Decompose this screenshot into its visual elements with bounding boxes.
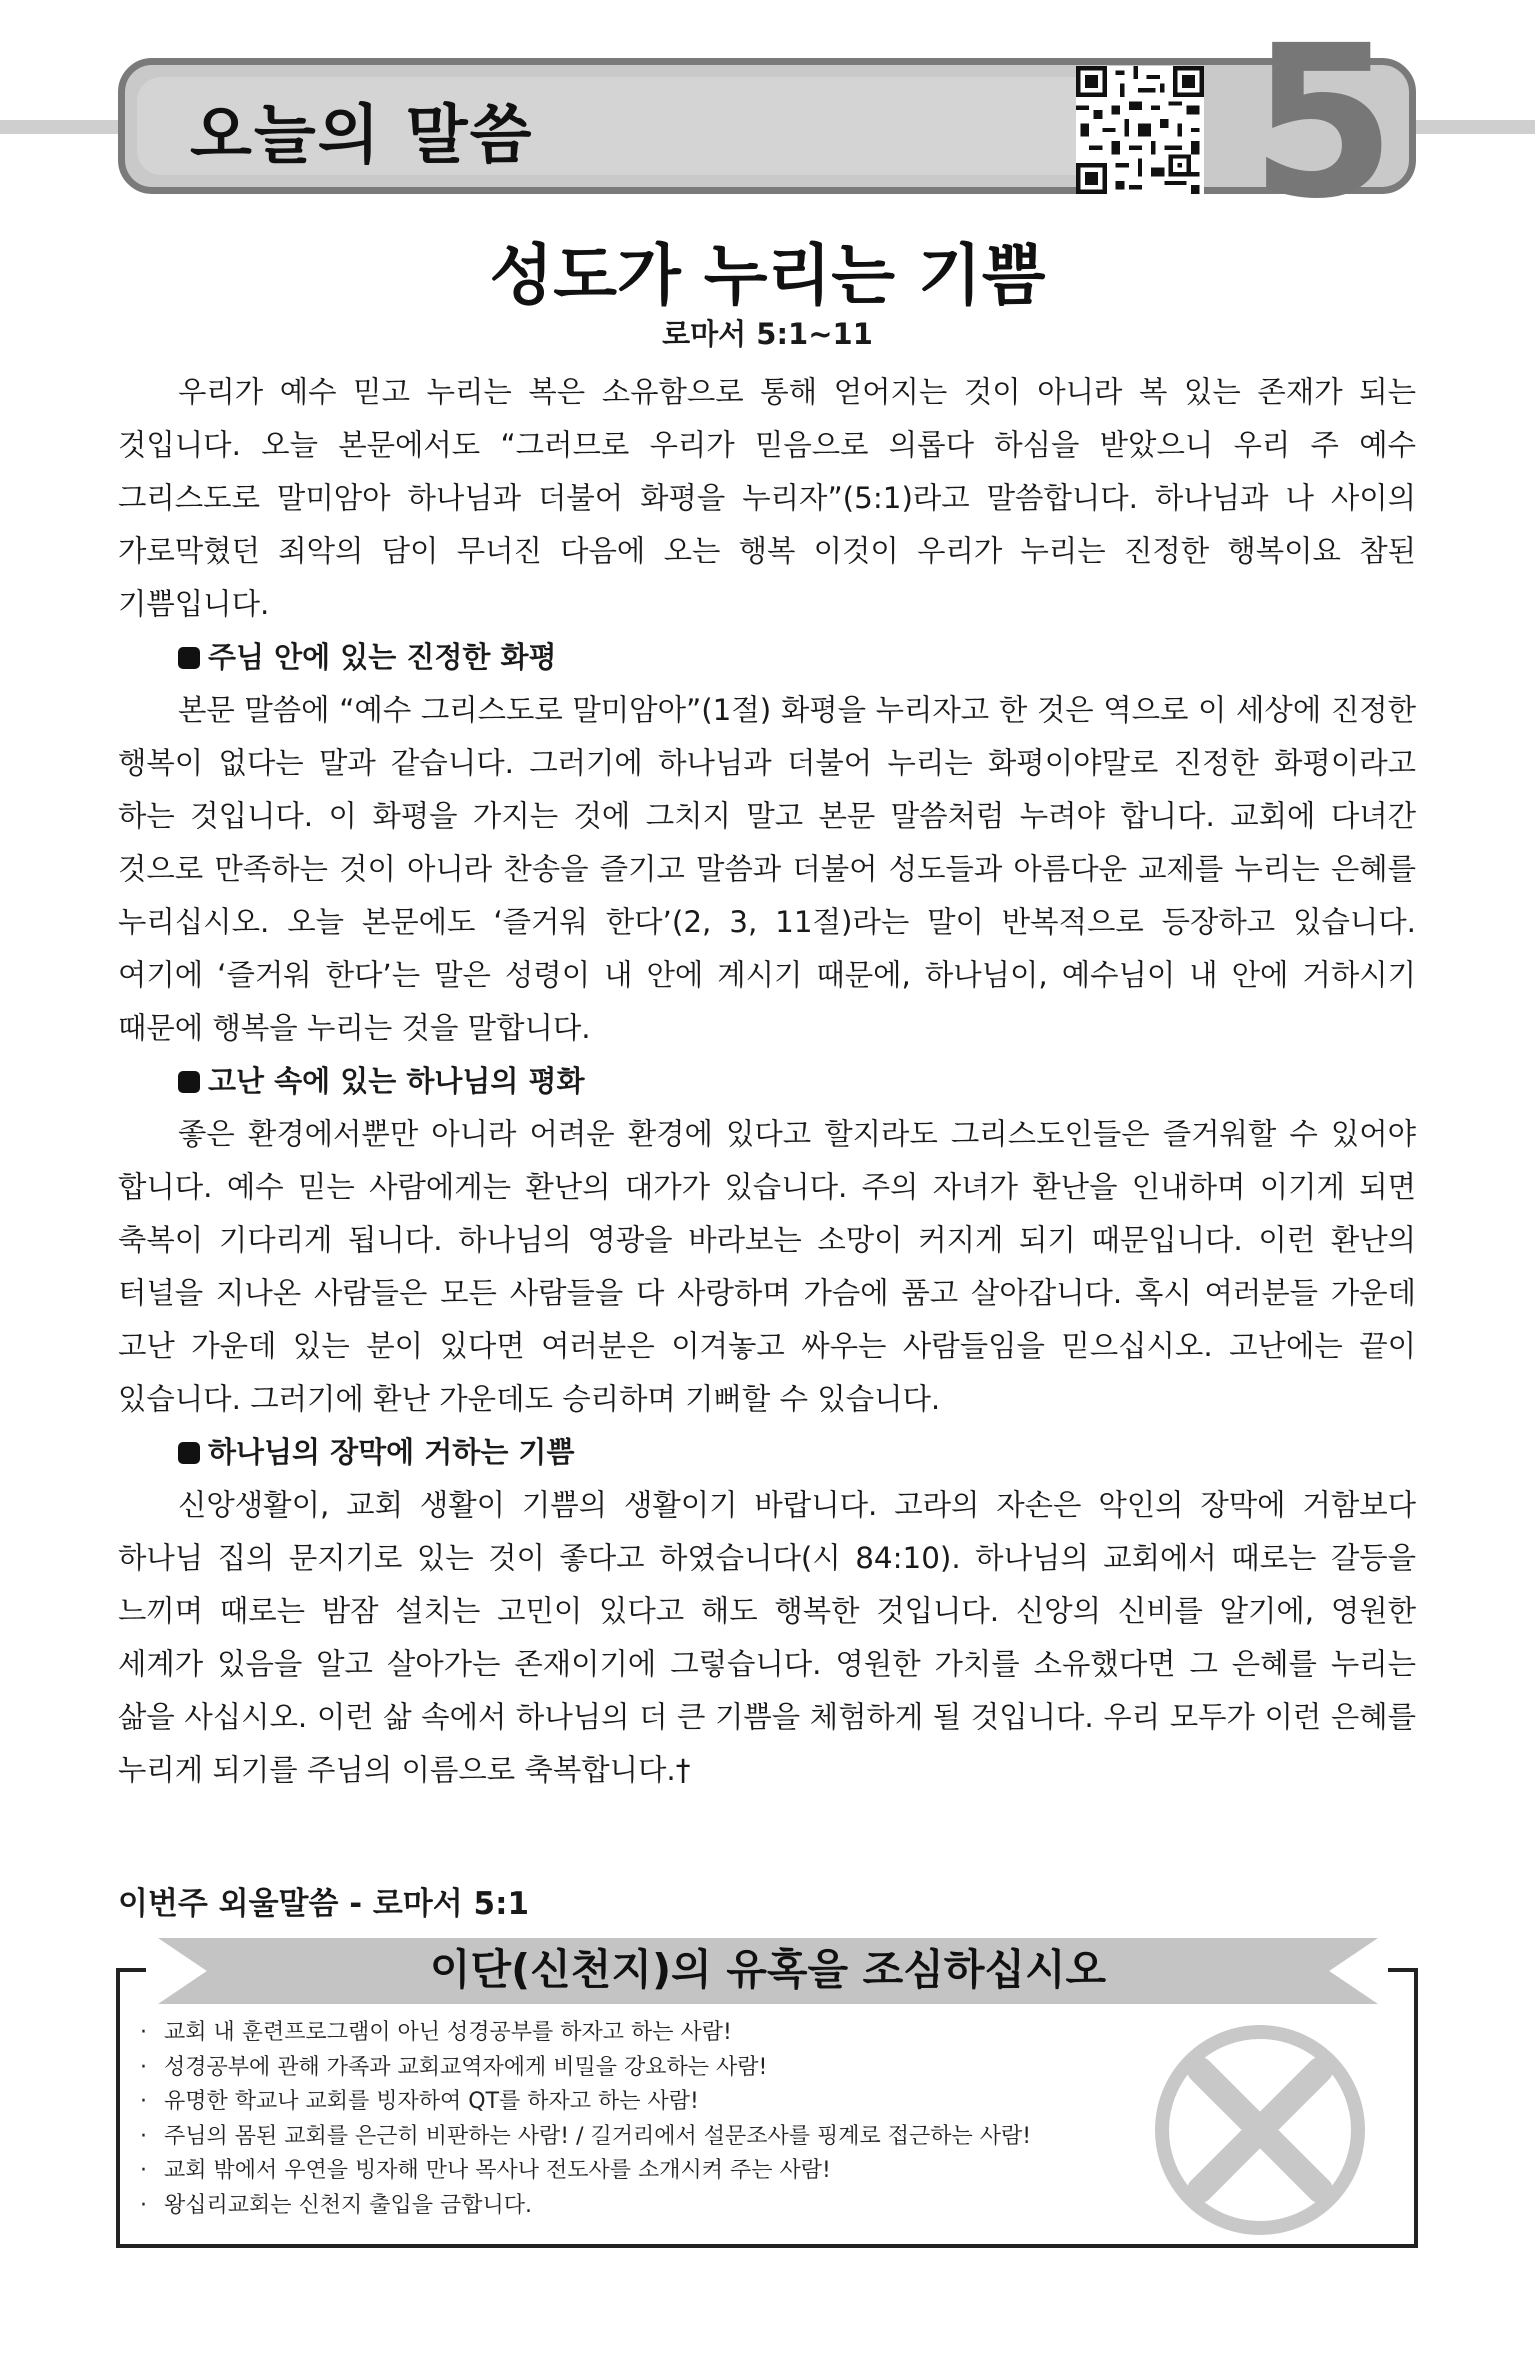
warning-list [140, 2016, 1031, 2223]
sermon-body [118, 366, 1416, 1797]
square-bullet-icon [178, 1071, 200, 1093]
section-title: 오늘의 말씀 [190, 99, 534, 173]
sermon-title: 성도가 누리는 기쁨 [489, 237, 1046, 314]
prohibited-x-icon [1150, 2020, 1370, 2240]
warning-title: 이단(신천지)의 유혹을 조심하십시오 [429, 1945, 1107, 1994]
list-item: · 교회 내 훈련프로그램이 아닌 성경공부를 하자고 하는 사람! [140, 2016, 1031, 2051]
section-paragraph: 신앙생활이, 교회 생활이 기쁨의 생활이기 바랍니다. 고라의 자손은 악인의 장막에 거함보다 하나님 집의 문지기로 있는 것이 좋다고 하였습니다(시 84:10). 하나님의 교회에서 때로는 갈등을 느끼며 때로는 밤잠 설치는 고민이 있다고 해도 행복한 것입니다. 신앙의 신비를 알기에, 영원한 세계가 있음을 알고 살아가는 존재이기에 그렇습니다. 영원한 가치를 소유했다면 그 은혜를 누리는 삶을 사십시오. 이런 삶 속에서 하나님의 더 큰 기쁨을 체험하게 될 것입니다. 우리 모두가 이런 은혜를 누리게 되기를 주님의 이름으로 축복합니다.† [118, 1488, 1416, 1787]
memory-verse: 이번주 외울말씀 - 로마서 5:1 [118, 1886, 530, 1922]
square-bullet-icon [178, 1442, 200, 1464]
list-item: · 성경공부에 관해 가족과 교회교역자에게 비밀을 강요하는 사람! [140, 2051, 1031, 2086]
scripture-reference: 로마서 5:1~11 [662, 317, 873, 351]
list-item: · 교회 밖에서 우연을 빙자해 만나 목사나 전도사를 소개시켜 주는 사람! [140, 2154, 1031, 2189]
section-paragraph: 본문 말씀에 “예수 그리스도로 말미암아”(1절) 화평을 누리자고 한 것은 역으로 이 세상에 진정한 행복이 없다는 말과 같습니다. 그러기에 하나님과 더불어 누리는 화평이야말로 진정한 화평이라고 하는 것입니다. 이 화평을 가지는 것에 그치지 말고 본문 말씀처럼 누려야 합니다. 교회에 다녀간 것으로 만족하는 것이 아니라 찬송을 즐기고 말씀과 더불어 성도들과 아름다운 교제를 누리는 은혜를 누리십시오. 오늘 본문에도 ‘즐거워 한다’(2, 3, 11절)라는 말이 반복적으로 등장하고 있습니다. 여기에 ‘즐거워 한다’는 말은 성령이 내 안에 계시기 때문에, 하나님이, 예수님이 내 안에 거하시기 때문에 행복을 누리는 것을 말합니다. [118, 693, 1416, 1045]
intro-paragraph: 우리가 예수 믿고 누리는 복은 소유함으로 통해 얻어지는 것이 아니라 복 있는 존재가 되는 것입니다. 오늘 본문에서도 “그러므로 우리가 믿음으로 의롭다 하심을 받았으니 우리 주 예수 그리스도로 말미암아 하나님과 더불어 화평을 누리자”(5:1)라고 말씀합니다. 하나님과 나 사이의 가로막혔던 죄악의 담이 무너진 다음에 오는 행복 이것이 우리가 누리는 진정한 행복이요 참된 기쁨입니다. [118, 375, 1416, 621]
list-item: · 주님의 몸된 교회를 은근히 비판하는 사람! / 길거리에서 설문조사를 핑계로 접근하는 사람! [140, 2120, 1031, 2155]
section-heading: 하나님의 장막에 거하는 기쁨 [118, 1426, 1416, 1479]
square-bullet-icon [178, 647, 200, 669]
section-paragraph: 좋은 환경에서뿐만 아니라 어려운 환경에 있다고 할지라도 그리스도인들은 즐거워할 수 있어야 합니다. 예수 믿는 사람에게는 환난의 대가가 있습니다. 주의 자녀가 환난을 인내하며 이기게 되면 축복이 기다리게 됩니다. 하나님의 영광을 바라보는 소망이 커지게 되기 때문입니다. 이런 환난의 터널을 지나온 사람들은 모든 사람들을 다 사랑하며 가슴에 품고 살아갑니다. 혹시 여러분들 가운데 고난 가운데 있는 분이 있다면 여러분은 이겨놓고 싸우는 사람들임을 믿으십시오. 고난에는 끝이 있습니다. 그러기에 환난 가운데도 승리하며 기뻐할 수 있습니다. [118, 1117, 1416, 1416]
qr-code-icon[interactable] [1076, 66, 1204, 194]
section-heading: 주님 안에 있는 진정한 화평 [118, 631, 1416, 684]
list-item: · 유명한 학교나 교회를 빙자하여 QT를 하자고 하는 사람! [140, 2085, 1031, 2120]
section-heading: 고난 속에 있는 하나님의 평화 [118, 1055, 1416, 1108]
issue-number: 5 [1249, 0, 1397, 245]
list-item: · 왕십리교회는 신천지 출입을 금합니다. [140, 2189, 1031, 2224]
